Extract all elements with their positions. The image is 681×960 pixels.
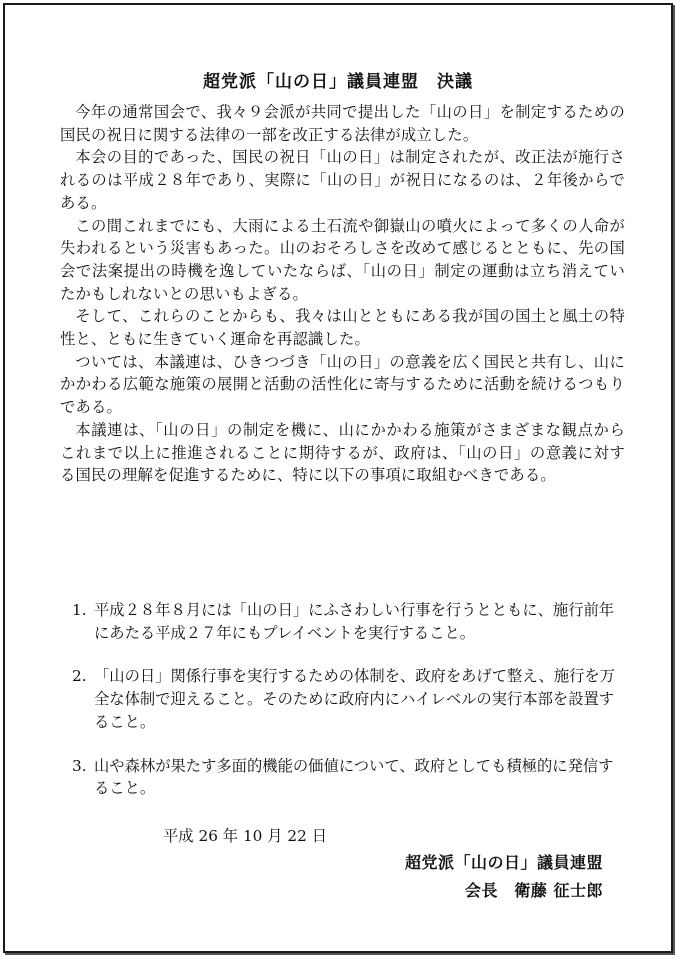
- list-item: [72, 755, 627, 800]
- item-number: 1.: [72, 601, 87, 619]
- item-number: 2.: [72, 667, 87, 686]
- document-title: 超党派「山の日」議員連盟 決議: [203, 72, 473, 92]
- organization-name: 超党派「山の日」議員連盟: [404, 853, 603, 872]
- item-text: 山や森林が果たす多面的機能の価値について、政府としても積極的に発信すること。: [94, 756, 614, 798]
- paragraph: ついては、本議連は、ひきつづき「山の日」の意義を広く国民と共有し、山にかかわる広範な施策の展開と活動の活性化に寄与するために活動を続けるつもりである。: [60, 352, 625, 417]
- list-item: [72, 665, 627, 733]
- paragraph: 本議連は、「山の日」の制定を機に、山にかかわる施策がさまざまな観点からこれまで以上に推進されることに期待するが、政府は、「山の日」の意義に対する国民の理解を促進するために、特に以下の事項に取組むべきである。: [60, 420, 625, 485]
- chair-signature: 会長 衛藤 征士郎: [464, 881, 603, 900]
- item-number: 3.: [72, 756, 87, 775]
- paragraph: この間これまでにも、大雨による土石流や御嶽山の噴火によって多くの人命が失われるという災害もあった。山のおそろしさを改めて感じるとともに、先の国会で法案提出の時機を逸していたならば、「山の日」制定の運動は立ち消えていたかもしれないとの思いもよぎる。: [60, 216, 625, 303]
- item-text: 平成２８年８月には「山の日」にふさわしい行事を行うとともに、施行前年にあたる平成２７年にもプレイベントを実行すること。: [94, 601, 615, 642]
- resolution-body: [60, 101, 625, 487]
- list-item: [72, 599, 627, 644]
- resolution-items: [72, 599, 627, 821]
- paragraph: そして、これらのことからも、我々は山とともにある我が国の国土と風土の特性と、ともに生きていく運命を再認識した。: [60, 307, 625, 349]
- paragraph: 今年の通常国会で、我々９会派が共同で提出した「山の日」を制定するための国民の祝日に関する法律の一部を改正する法律が成立した。: [60, 103, 625, 144]
- resolution-date: 平成 26 年 10 月 22 日: [163, 827, 328, 845]
- paragraph: 本会の目的であった、国民の祝日「山の日」は制定されたが、改正法が施行されるのは平成２８年であり、実際に「山の日」が祝日になるのは、２年後からである。: [60, 148, 625, 212]
- item-text: 「山の日」関係行事を実行するための体制を、政府をあげて整え、施行を万全な体制で迎えること。そのために政府内にハイレベルの実行本部を設置すること。: [94, 667, 616, 731]
- document-page: [3, 3, 673, 953]
